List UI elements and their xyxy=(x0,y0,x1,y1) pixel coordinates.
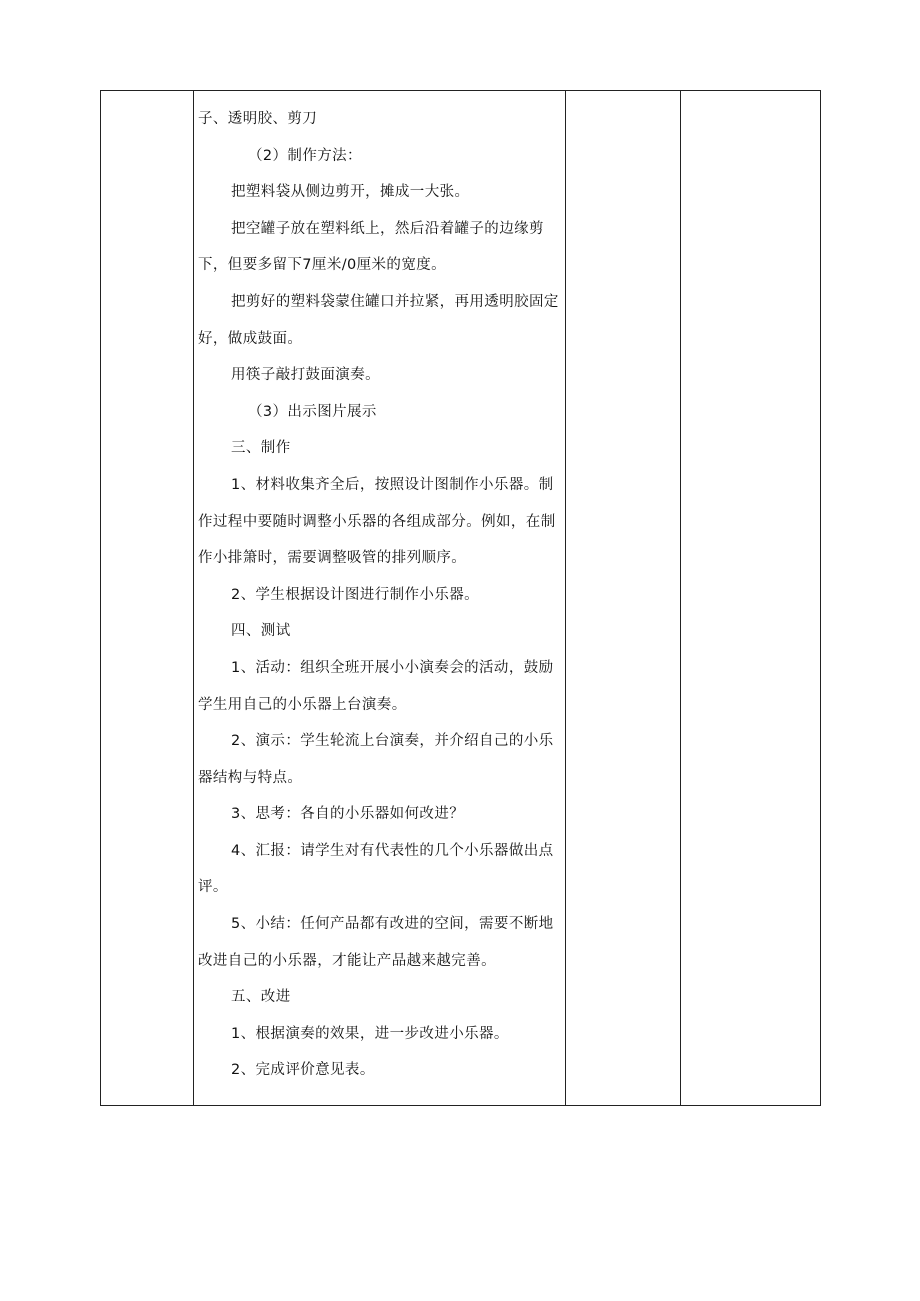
content-line: 把塑料袋从侧边剪开，摊成一大张。 xyxy=(231,184,470,201)
teaching-content-cell xyxy=(194,91,566,1106)
content-line: 5、小结：任何产品都有改进的空间，需要不断地改进自己的小乐器，才能让产品越来越完善。 xyxy=(198,916,554,969)
teaching-content xyxy=(194,91,565,1089)
content-line: 2、学生根据设计图进行制作小乐器。 xyxy=(231,586,480,603)
content-line: 2、演示：学生轮流上台演奏，并介绍自己的小乐器结构与特点。 xyxy=(198,733,554,786)
design-intent-cell xyxy=(681,91,821,1106)
content-line: 三、制作 xyxy=(231,440,291,457)
content-line: 五、改进 xyxy=(231,989,291,1006)
content-line: （2）制作方法： xyxy=(248,147,362,164)
table-row xyxy=(101,91,821,1106)
section-label-cell xyxy=(101,91,194,1106)
content-line: 1、活动：组织全班开展小小演奏会的活动，鼓励学生用自己的小乐器上台演奏。 xyxy=(198,659,554,713)
content-line: 把剪好的塑料袋蒙住罐口并拉紧，再用透明胶固定好，做成鼓面。 xyxy=(198,293,559,347)
content-line: 1、材料收集齐全后，按照设计图制作小乐器。制作过程中要随时调整小乐器的各组成部分。例如，在制作小排箫时，需要调整吸管的排列顺序。 xyxy=(198,476,556,567)
content-line: 把空罐子放在塑料纸上，然后沿着罐子的边缘剪下，但要多留下7厘米/0厘米的宽度。 xyxy=(198,220,544,274)
lesson-plan-table xyxy=(100,90,821,1106)
content-line: 用筷子敲打鼓面演奏。 xyxy=(231,367,380,384)
content-line: 1、根据演奏的效果，进一步改进小乐器。 xyxy=(231,1025,509,1042)
content-line: 3、思考：各自的小乐器如何改进？ xyxy=(231,806,465,823)
student-activity-cell xyxy=(566,91,681,1106)
content-line: 4、汇报：请学生对有代表性的几个小乐器做出点评。 xyxy=(198,842,554,896)
content-line: （3）出示图片展示 xyxy=(248,403,377,420)
content-line: 2、完成评价意见表。 xyxy=(231,1062,375,1079)
content-line: 四、测试 xyxy=(231,623,291,640)
content-line: 子、透明胶、剪刀 xyxy=(198,111,318,127)
